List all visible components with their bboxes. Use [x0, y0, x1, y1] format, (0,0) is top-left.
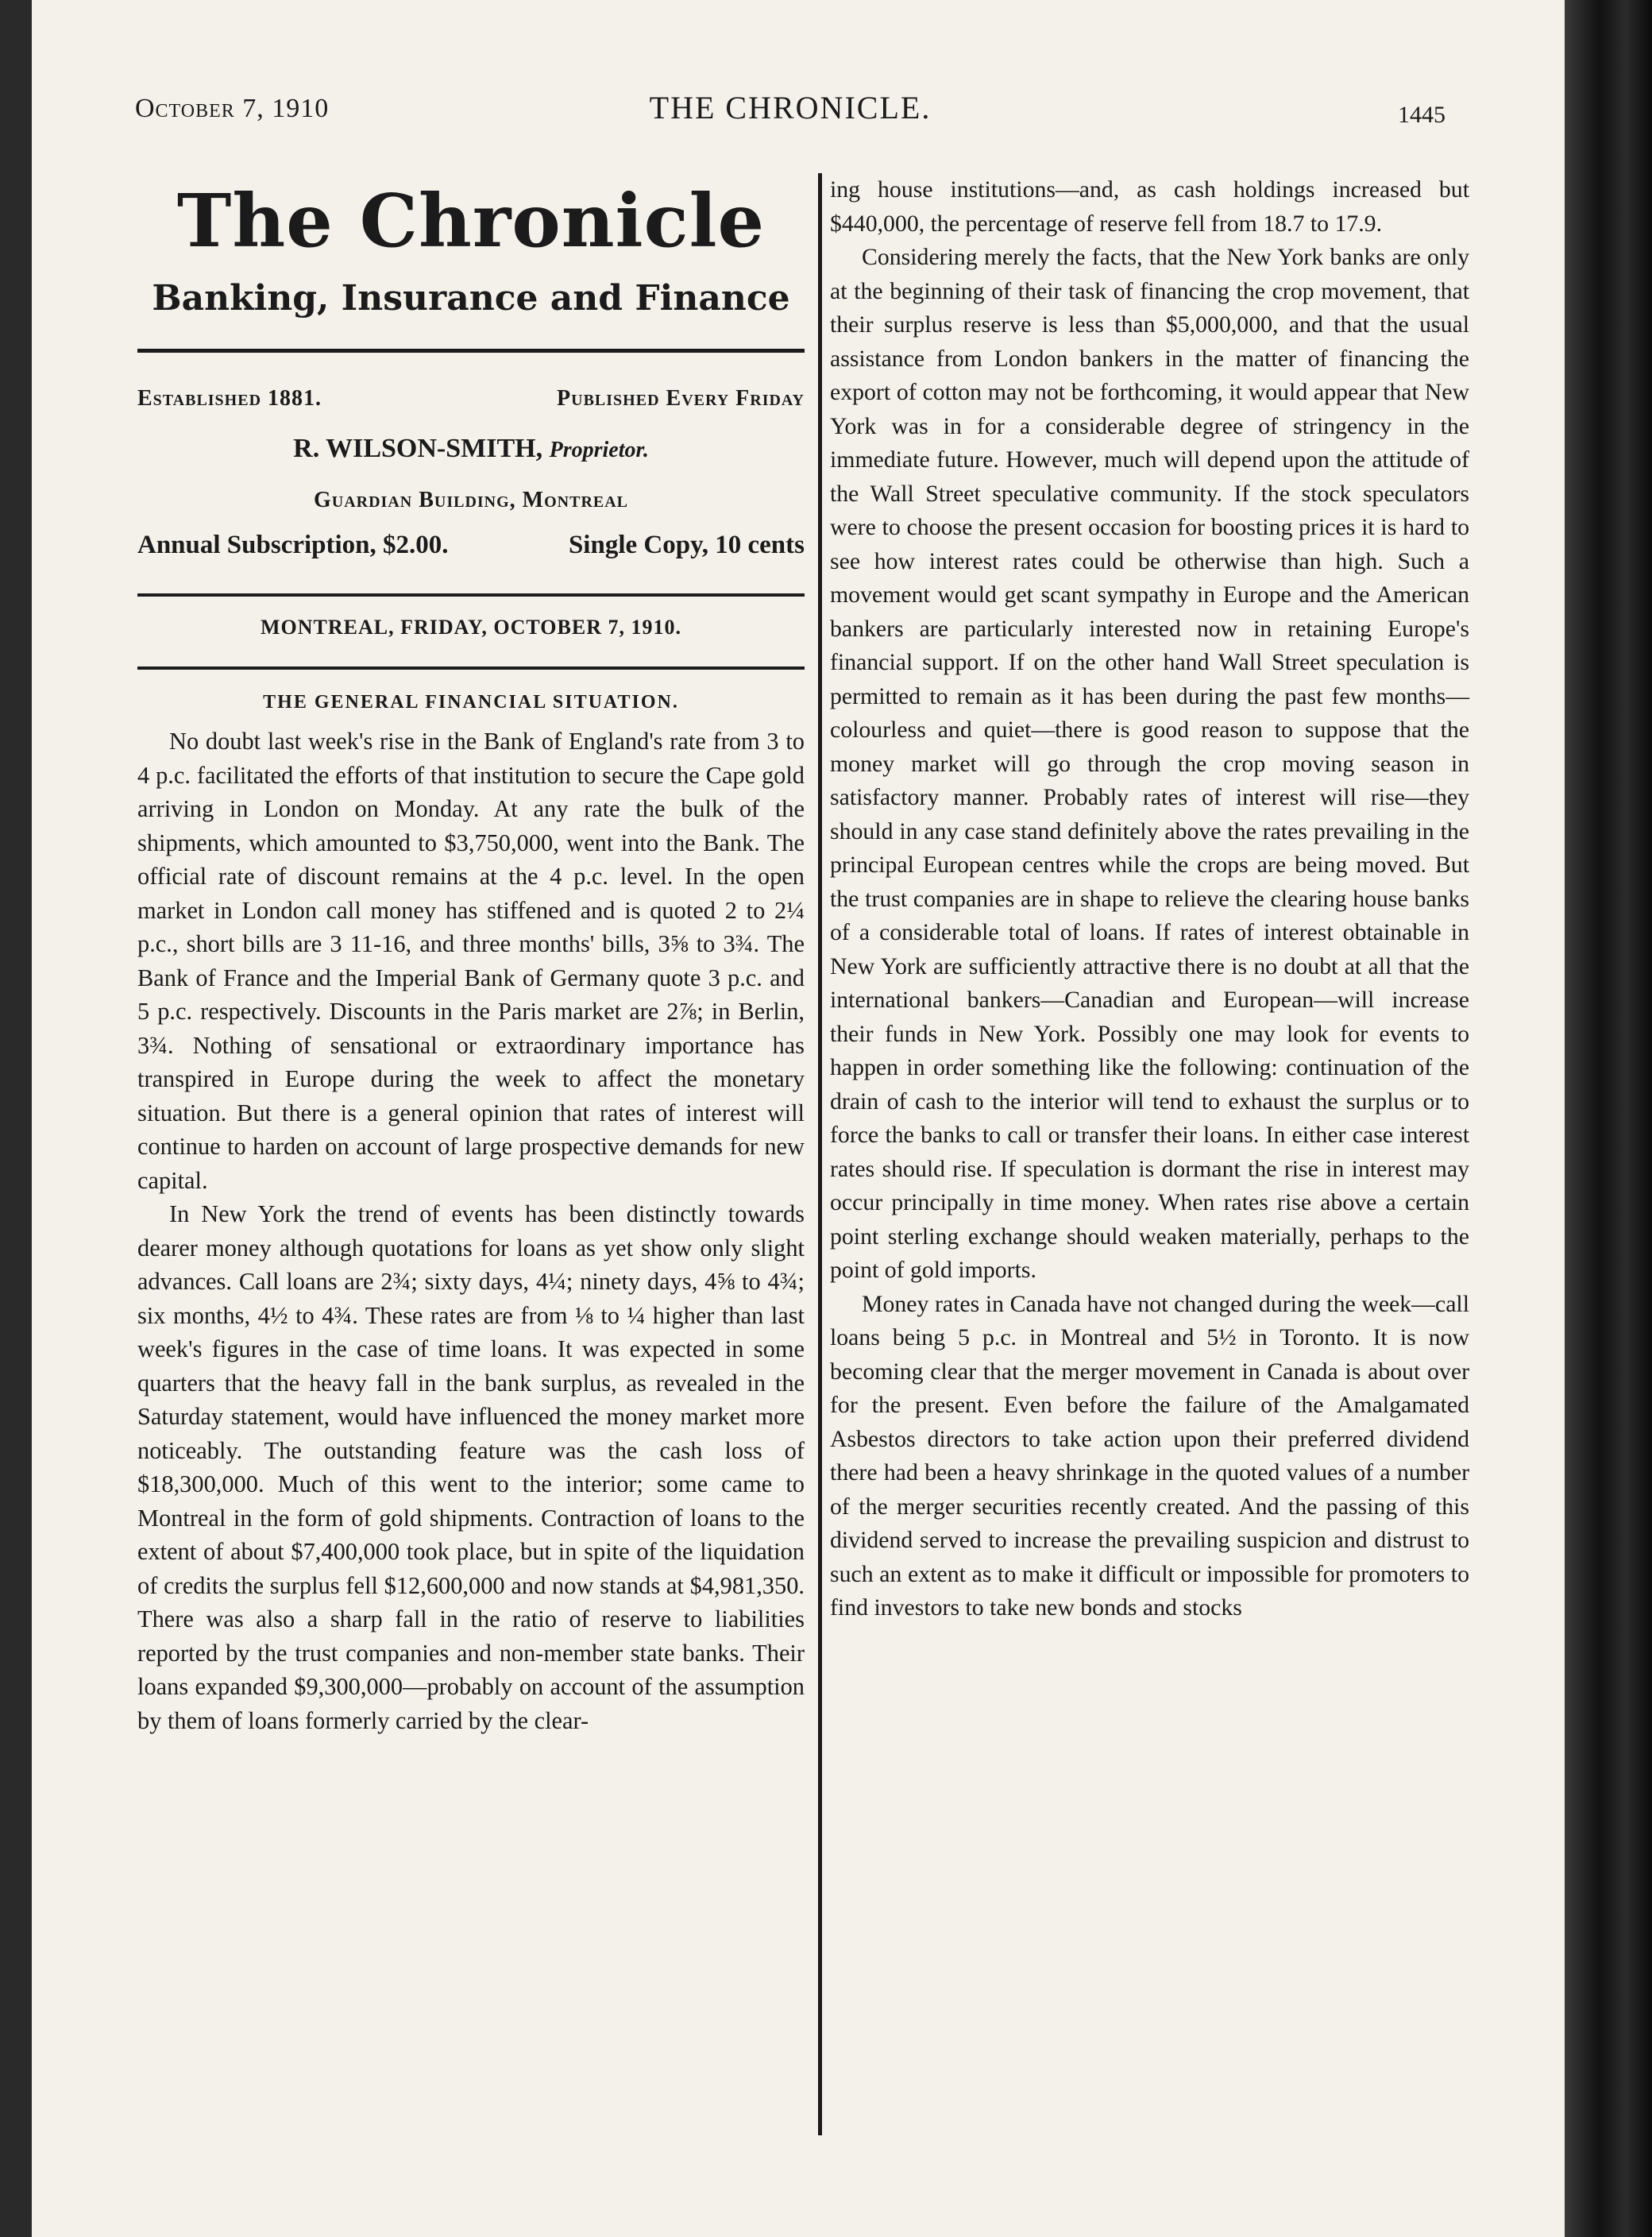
- masthead-title: The Chronicle: [176, 178, 766, 264]
- dateline-rule-bottom: [137, 666, 805, 670]
- proprietor-role: Proprietor.: [549, 438, 649, 462]
- publication-note: Published Every Friday: [557, 386, 805, 411]
- office-address: Guardian Building, Montreal: [313, 488, 629, 512]
- article-paragraph: Considering merely the facts, that the New York banks are only at the beginning of their task of financing the crop movement, that their surplus reserve is less than $5,000,000, and that the usual assistance from London bankers in the matter of financing the export of cotton may not be forthcoming, it would appear that New York was in for a considerable degree of stringency in the immediate future. However, much will depend upon the attitude of the Wall Street speculative community. If the stock speculators were to choose the present occasion for boosting prices it is hard to see how interest rates could be otherwise than high. Such a movement would get scant sympathy in Europe and the American bankers are particularly interested now in retaining Europe's financial support. If on the other hand Wall Street speculation is permitted to remain as it has been during the past few months—colourless and quiet—there is good reason to suppose that the money market will go through the crop moving season in satisfactory manner. Probably rates of interest will rise—they should in any case stand definitely above the rates prevailing in the principal European centres while the crops are being moved. But the trust companies are in shape to relieve the clearing house banks of a considerable total of loans. If rates of interest obtainable in New York are sufficiently attractive there is no doubt at all that the international bankers—Canadian and European—will increase their funds in New York. Possibly one may look for events to happen in order something like the following: continuation of the drain of cash to the interior will tend to exhaust the surplus or to force the banks to call or transfer their loans. In either case interest rates should rise. If speculation is dormant the rise in interest may occur principally in time money. When rates rise above a certain point sterling exchange should weaken materially, perhaps to the point of gold imports.: [830, 244, 1469, 1283]
- masthead-meta: [137, 386, 805, 411]
- subscription-line: [137, 531, 805, 560]
- right-column: [830, 173, 1469, 1625]
- article-heading: THE GENERAL FINANCIAL SITUATION.: [263, 692, 679, 713]
- article-paragraph: No doubt last week's rise in the Bank of England's rate from 3 to 4 p.c. facilitated the efforts of that institution to secure the Cape gold arriving in London on Monday. At any rate the bulk of the shipments, which amounted to $3,750,000, went into the Bank. The official rate of discount remains at the 4 p.c. level. In the open market in London call money has stiffened and is quoted 2 to 2¼ p.c., short bills are 3 11-16, and three months' bills, 3⅝ to 3¾. The Bank of France and the Imperial Bank of Germany quote 3 p.c. and 5 p.c. respectively. Discounts in the Paris market are 2⅞; in Berlin, 3¾. Nothing of sensational or extraordinary importance has transpired in Europe during the week to affect the monetary situation. But there is a general opinion that rates of interest will continue to harden on account of large prospective demands for new capital.: [137, 728, 805, 1194]
- proprietor-line: [137, 434, 805, 464]
- article-paragraph: In New York the trend of events has been distinctly towards dearer money although quotations for loans as yet show only slight advances. Call loans are 2¾; sixty days, 4¼; ninety days, 4⅝ to 4¾; six months, 4½ to 4¾. These rates are from ⅛ to ¼ higher than last week's figures in the case of time loans. It was expected in some quarters that the heavy fall in the bank surplus, as revealed in the Saturday statement, would have influenced the money market more noticeably. The outstanding feature was the cash loss of $18,300,000. Much of this went to the interior; some came to Montreal in the form of gold shipments. Contraction of loans to the extent of about $7,400,000 took place, but in spite of the liquidation of credits the surplus fell $12,600,000 and now stands at $4,981,350. There was also a sharp fall in the ratio of reserve to liabilities reported by the trust companies and non-member state banks. Their loans expanded $9,300,000—probably on account of the assumption by them of loans formerly carried by the clear-: [137, 1200, 805, 1734]
- left-column: [137, 173, 805, 1737]
- dateline: MONTREAL, FRIDAY, OCTOBER 7, 1910.: [260, 616, 681, 639]
- newspaper-page: [32, 0, 1565, 2237]
- proprietor-name: R. WILSON-SMITH,: [293, 434, 543, 463]
- article-paragraph: Money rates in Canada have not changed during the week—call loans being 5 p.c. in Montreal and 5½ in Toronto. It is now becoming clear that the merger movement in Canada is about over for the present. Even before the failure of the Amalgamated Asbestos directors to take action upon their preferred dividend there had been a heavy shrinkage in the quoted values of a number of the merger securities recently created. And the passing of this dividend served to increase the prevailing suspicion and distrust to such an extent as to make it difficult or impossible for promoters to find investors to take new bonds and stocks: [830, 1290, 1469, 1621]
- masthead-rule: [137, 349, 805, 353]
- running-head-title: THE CHRONICLE.: [649, 90, 932, 126]
- running-head: [135, 90, 1446, 141]
- single-copy-price: Single Copy, 10 cents: [568, 531, 805, 559]
- dateline-rule-top: [137, 593, 805, 597]
- masthead-subtitle: Banking, Insurance and Finance: [152, 278, 790, 319]
- established-note: Established 1881.: [137, 386, 322, 411]
- page-number: 1445: [1398, 102, 1446, 128]
- book-binding: [1565, 0, 1652, 2237]
- article-paragraph-continued: ing house institutions—and, as cash holdings increased but $440,000, the percentage of reserve fell from 18.7 to 17.9.: [830, 176, 1469, 237]
- running-head-date: October 7, 1910: [135, 94, 330, 123]
- facing-page-edge: [0, 0, 32, 2237]
- column-rule: [818, 173, 822, 2135]
- annual-subscription: Annual Subscription, $2.00.: [137, 531, 449, 559]
